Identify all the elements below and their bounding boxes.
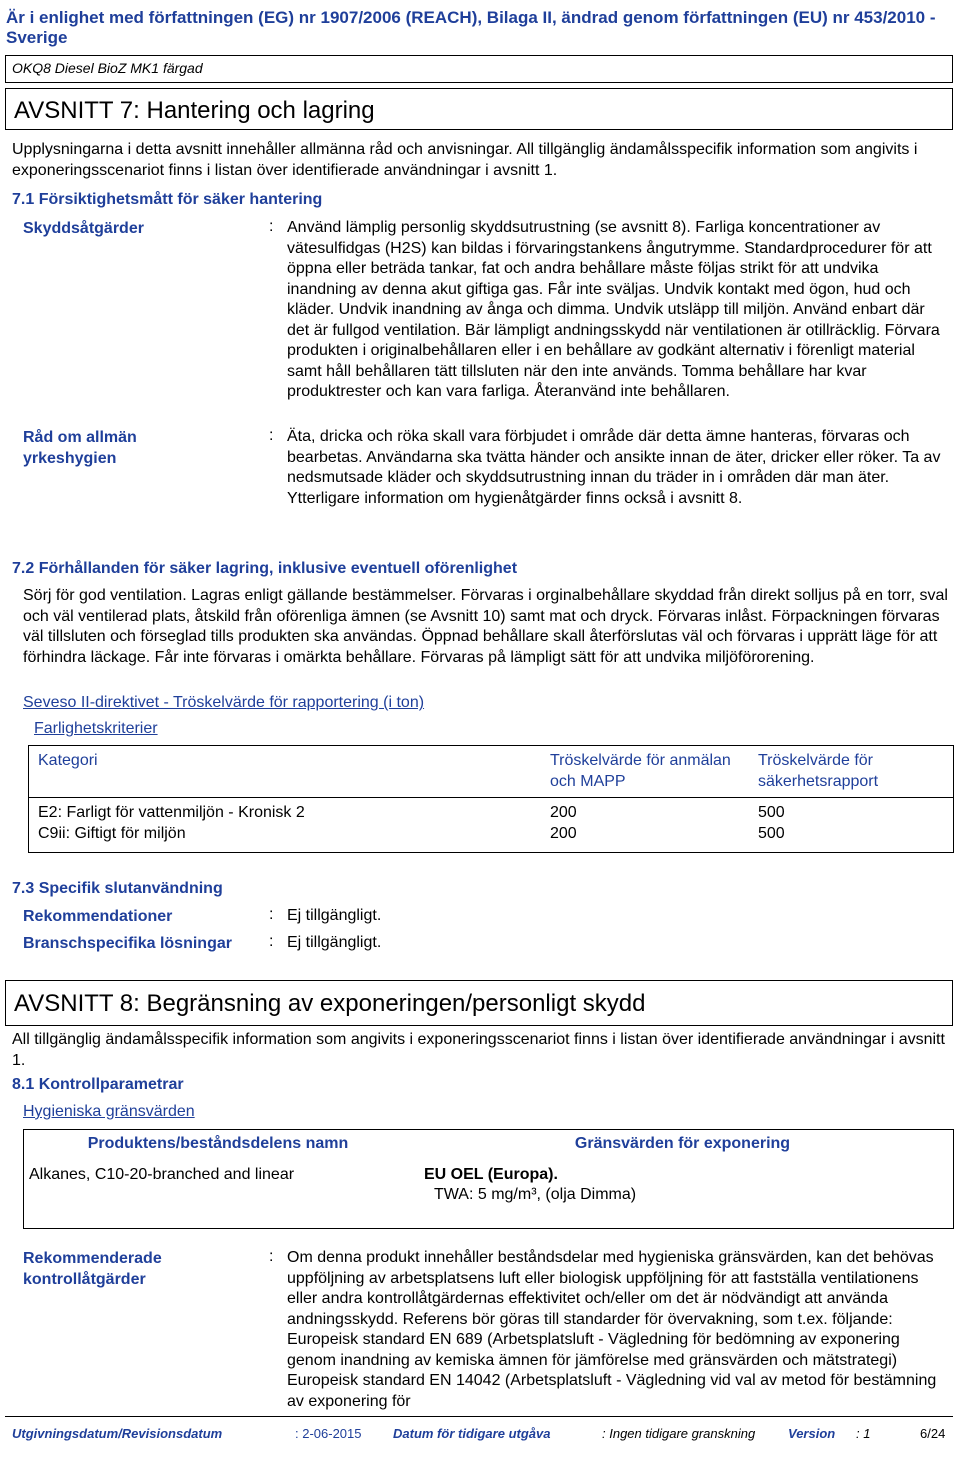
safety-report-value: 500	[758, 804, 785, 821]
colon: :	[269, 906, 274, 923]
control-measures-text: Om denna produkt innehåller beståndsdelar med hygieniska gränsvärden, kan det behövas uppföljning av arbetsplatsens luft eller biologisk uppföljning för att fastställa ventilationens eller andra kontrollåtgärdernas effektivitet och/eller om det är nödvändigt att använda andningsskydd. Referens bör göras till standarder för övervakning, som t.ex. följande: Europeisk standard EN 689 (Arbetsplatsluft - Vägledning för bedömning av exponering genom inandning av kemiska ämnen för jämförelse med gränsvärden och mätstrategi) Europeisk standard EN 14042 (Arbetsplatsluft - Vägledning vid val av metod för bestämning av exponering för	[287, 1249, 937, 1410]
subsection-8-1-title: 8.1 Kontrollparametrar	[12, 1076, 184, 1093]
product-name: OKQ8 Diesel BioZ MK1 färgad	[12, 60, 203, 76]
table-header-limits: Gränsvärden för exponering	[574, 1135, 791, 1152]
hygiene-advice-text: Äta, dricka och röka skall vara förbjudet i område där detta ämne hanteras, förvaras och bearbetas. Användarna ska tvätta händer och ansikte innan de äter, dricker eller röker. Ta av nedsmutsade kläder och skyddsutrustning innan du träder in i områden där man äter. Ytterligare information om hygienåtgärder finns också i avsnitt 8.	[287, 428, 941, 507]
protective-measures-label: Skyddsåtgärder	[23, 220, 144, 237]
table-row	[24, 1159, 954, 1229]
table-header-notification: Tröskelvärde för anmälan och MAPP	[550, 752, 731, 790]
footer-issue-label: Utgivningsdatum/Revisionsdatum	[12, 1426, 223, 1441]
document-header-title: Är i enlighet med författningen (EG) nr 1907/2006 (REACH), Bilaga II, ändrad genom författningen (EU) nr 453/2010 - Sverige	[6, 8, 936, 47]
footer-previous-label: Datum för tidigare utgåva	[393, 1426, 551, 1441]
section-7-header	[5, 88, 953, 130]
exposure-limits-table	[23, 1129, 954, 1229]
category-cell: C9ii: Giftigt för miljön	[38, 824, 186, 842]
product-name-box	[5, 55, 953, 83]
control-measures-label: Rekommenderade kontrollåtgärder	[23, 1250, 162, 1288]
footer-divider	[5, 1416, 953, 1417]
footer-previous-value: : Ingen tidigare granskning	[602, 1426, 756, 1441]
industry-solutions-label: Branschspecifika lösningar	[23, 935, 232, 952]
footer-version-label: Version	[788, 1426, 836, 1441]
notification-value: 200	[550, 824, 577, 842]
subsection-7-3-title: 7.3 Specifik slutanvändning	[12, 880, 223, 897]
seveso-title: Seveso II-direktivet - Tröskelvärde för rapportering (i ton)	[23, 694, 425, 711]
section-7-intro: Upplysningarna i detta avsnitt innehåller allmänna råd och anvisningar. All tillgänglig ändamålsspecifik information som angivits i exponeringsscenariot finns i listan över identifierade användningar i avsnitt 1.	[12, 141, 918, 179]
limit-value: TWA: 5 mg/m³, (olja Dimma)	[434, 1186, 637, 1203]
protective-measures-text: Använd lämplig personlig skyddsutrustning (se avsnitt 8). Farliga koncentrationer av vätesulfidgas (H2S) kan bildas i förvaringstankens ångutrymme. Standardprocedurer för att öppna eller beträda tankar, fat och andra behållare måste följas strikt för att undvika inandning av denna akut giftiga gas. Får inte sväljas. Undvik kontakt med ögon, hud och kläder. Undvik inandning av ånga och dimma. Undvik utsläpp till miljön. Använd enbart där det är fullgod ventilation. Bär lämpligt andningsskydd när ventilationen är otillräcklig. Förvara produkten i originalbehållaren eller i en behållare av godkänt alternativ i förenligt material samt håll behållaren tätt tillsluten när den inte används. Tomma behållare har kvar produktrester och kan vara farliga. Återanvänd inte behållaren.	[287, 219, 940, 400]
footer-page-number: 6/24	[920, 1426, 946, 1441]
table-header-safety-report: Tröskelvärde för säkerhetsrapport	[758, 752, 879, 790]
colon: :	[269, 933, 274, 950]
safety-report-value: 500	[758, 824, 785, 842]
section-8-intro: All tillgänglig ändamålsspecifik information som angivits i exponeringsscenariot finns i listan över identifierade användningar i avsnitt 1.	[12, 1031, 945, 1069]
section-7-title: AVSNITT 7: Hantering och lagring	[14, 97, 375, 124]
hygiene-limits-title: Hygieniska gränsvärden	[23, 1103, 195, 1120]
colon: :	[269, 218, 274, 235]
category-cell: E2: Farligt för vattenmiljön - Kronisk 2	[38, 804, 305, 821]
limit-title: EU OEL (Europa).	[424, 1165, 558, 1183]
colon: :	[269, 427, 274, 444]
seveso-table	[28, 745, 954, 853]
footer-version-value: : 1	[856, 1426, 871, 1441]
subsection-7-1-title: 7.1 Försiktighetsmått för säker hantering	[12, 191, 323, 208]
subsection-7-2-title: 7.2 Förhållanden för säker lagring, inklusive eventuell oförenlighet	[12, 560, 518, 577]
recommendations-value: Ej tillgängligt.	[287, 907, 382, 924]
table-row	[29, 798, 954, 853]
notification-value: 200	[550, 804, 577, 821]
substance-name: Alkanes, C10-20-branched and linear	[29, 1165, 295, 1183]
industry-solutions-value: Ej tillgängligt.	[287, 934, 382, 951]
hygiene-advice-label: Råd om allmän yrkeshygien	[23, 429, 137, 467]
table-header-substance: Produktens/beståndsdelens namn	[87, 1135, 349, 1152]
footer-issue-value: : 2-06-2015	[295, 1426, 362, 1441]
storage-conditions-text: Sörj för god ventilation. Lagras enligt gällande bestämmelser. Förvaras i orginalbehållare skyddad från direkt solljus på en torr, sval och väl ventilerad plats, åtskild från oförenliga ämnen (se Avsnitt 10) samt mat och dryck. Förvaras inlåst. Förpackningen förvaras väl tillsluten och förseglad tills produkten ska användas. Öppnad behållare skall återförslutas väl och förvaras i upprätt läge för att förhindra läckage. Får inte förvaras i omärkta behållare. Förvaras på lämpligt sätt för att undvika miljöförorening.	[23, 587, 948, 666]
hazard-criteria-title: Farlighetskriterier	[34, 720, 158, 737]
colon: :	[269, 1248, 274, 1265]
section-8-title: AVSNITT 8: Begränsning av exponeringen/personligt skydd	[14, 990, 646, 1017]
section-8-header	[5, 980, 953, 1026]
table-header-category: Kategori	[38, 752, 98, 769]
recommendations-label: Rekommendationer	[23, 908, 173, 925]
